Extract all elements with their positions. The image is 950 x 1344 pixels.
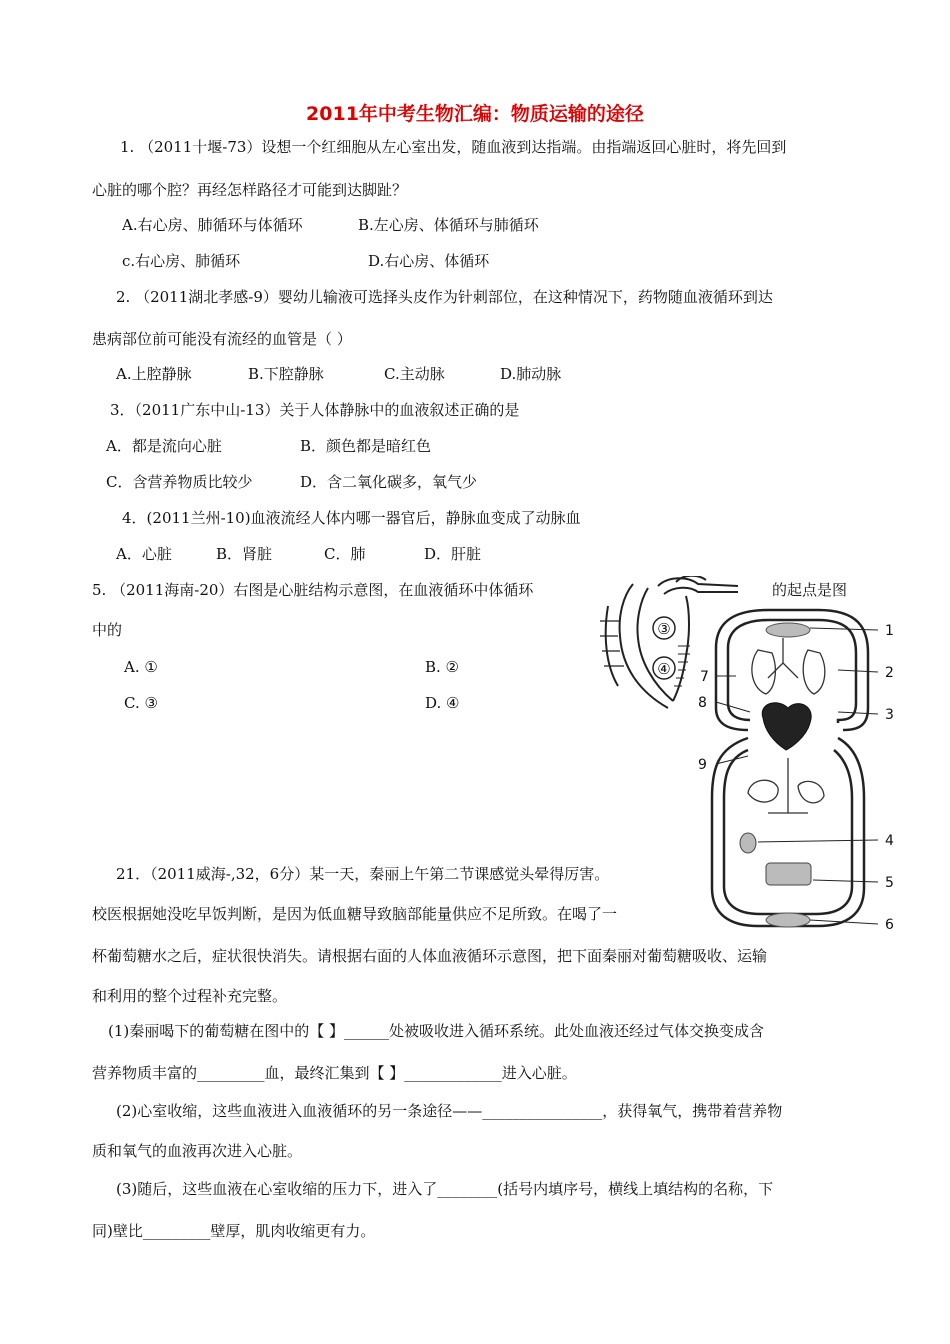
page-title: 2011年中考生物汇编：物质运输的途径 [306, 103, 644, 125]
head-capillaries [766, 623, 810, 637]
q3-option-b: B．颜色都是暗红色 [300, 437, 432, 455]
circulation-label-4: 4 [885, 833, 894, 849]
heart-shape [762, 703, 811, 750]
q21-stem-line1: 21．（2011威海-,32，6分）某一天，秦丽上午第二节课感觉头晕得厉害。 [116, 865, 610, 883]
q3-stem: 3．（2011广东中山-13）关于人体静脉中的血液叙述正确的是 [110, 401, 520, 419]
intestine-capillaries [766, 863, 811, 885]
heart-septum [673, 596, 689, 701]
circulation-label-3: 3 [885, 707, 894, 723]
circulation-label-1: 1 [885, 623, 894, 639]
circulation-label-7: 7 [700, 669, 709, 685]
q5-option-d: D. ④ [425, 694, 460, 712]
q4-option-c: C．肺 [324, 545, 366, 563]
q5-option-b: B. ② [425, 658, 460, 676]
digestive-organs [748, 758, 824, 813]
q5-stem-line1b: 的起点是图 [772, 581, 848, 599]
svg-text:③: ③ [657, 620, 671, 638]
circulation-label-8: 8 [698, 695, 707, 711]
q21-part2-line1: (2)心室收缩，这些血液进入血液循环的另一条途径——________________，获得氧气，携带着营养物 [116, 1102, 783, 1120]
q5-stem-line2: 中的 [92, 621, 123, 639]
q21-part3-line2: 同)壁比_________壁厚，肌肉收缩更有力。 [92, 1222, 376, 1240]
circulation-label-5: 5 [885, 875, 894, 891]
q21-part1-line1: (1)秦丽喝下的葡萄糖在图中的【 】______处被吸收进入循环系统。此处血液还经过气体交换变成含 [108, 1022, 765, 1040]
q2-option-a: A.上腔静脉 [116, 365, 192, 383]
q21-part1-line2: 营养物质丰富的_________血，最终汇集到【 】_____________进入心脏。 [92, 1064, 577, 1082]
q4-option-a: A．心脏 [116, 545, 172, 563]
q1-option-a: A.右心房、肺循环与体循环 [122, 216, 303, 234]
q4-stem: 4．(2011兰州-10)血液流经人体内哪一器官后，静脉血变成了动脉血 [122, 509, 581, 527]
q3-option-c: C．含营养物质比较少 [106, 473, 253, 491]
q21-part2-line2: 质和氧气的血液再次进入心脏。 [92, 1142, 303, 1160]
q2-option-b: B.下腔静脉 [248, 365, 324, 383]
heart-label-3 [653, 617, 675, 639]
blood-circulation-diagram [688, 608, 908, 938]
q5-option-a: A. ① [124, 658, 158, 676]
q21-part3-line1: (3)随后，这些血液在心室收缩的压力下，进入了________(括号内填序号，横线上填结构的名称，下 [116, 1180, 774, 1198]
lungs-capillaries [752, 638, 825, 694]
circulation-label-6: 6 [885, 917, 894, 933]
q2-option-c: C.主动脉 [384, 365, 445, 383]
q1-stem-line2: 心脏的哪个腔？再经怎样路径才可能到达脚趾？ [92, 181, 408, 199]
q3-option-d: D．含二氧化碳多，氧气少 [300, 473, 478, 491]
q5-stem-line1a: 5. （2011海南-20）右图是心脏结构示意图，在血液循环中体循环 [92, 581, 534, 599]
q1-stem-line1: 1. （2011十堰-73）设想一个红细胞从左心室出发，随血液到达指端。由指端返回心脏时，将先回到 [120, 138, 787, 156]
circulation-label-2: 2 [885, 665, 894, 681]
svg-text:④: ④ [657, 660, 671, 678]
circulation-label-9: 9 [698, 757, 707, 773]
q21-stem-line3: 杯葡萄糖水之后，症状很快消失。请根据右面的人体血液循环示意图，把下面秦丽对葡萄糖吸收、运输 [92, 947, 768, 965]
q2-stem-line2: 患病部位前可能没有流经的血管是（ ） [92, 330, 352, 348]
q1-option-d: D.右心房、体循环 [368, 252, 490, 270]
q21-stem-line4: 和利用的整个过程补充完整。 [92, 987, 288, 1005]
q1-option-c: c.右心房、肺循环 [122, 252, 241, 270]
q3-option-a: A．都是流向心脏 [106, 437, 222, 455]
q21-stem-line2: 校医根据她没吃早饭判断，是因为低血糖导致脑部能量供应不足所致。在喝了一 [92, 905, 618, 923]
q2-option-d: D.肺动脉 [500, 365, 562, 383]
kidney-capillaries [740, 833, 756, 853]
heart-label-4 [653, 657, 675, 679]
lower-body-capillaries [766, 913, 810, 927]
q1-option-b: B.左心房、体循环与肺循环 [358, 216, 539, 234]
q5-option-c: C. ③ [124, 694, 158, 712]
q4-option-d: D．肝脏 [424, 545, 482, 563]
q2-stem-line1: 2. （2011湖北孝感-9）婴幼儿输液可选择头皮作为针刺部位，在这种情况下，药物随血液循环到达 [116, 288, 773, 306]
q4-option-b: B．肾脏 [216, 545, 273, 563]
